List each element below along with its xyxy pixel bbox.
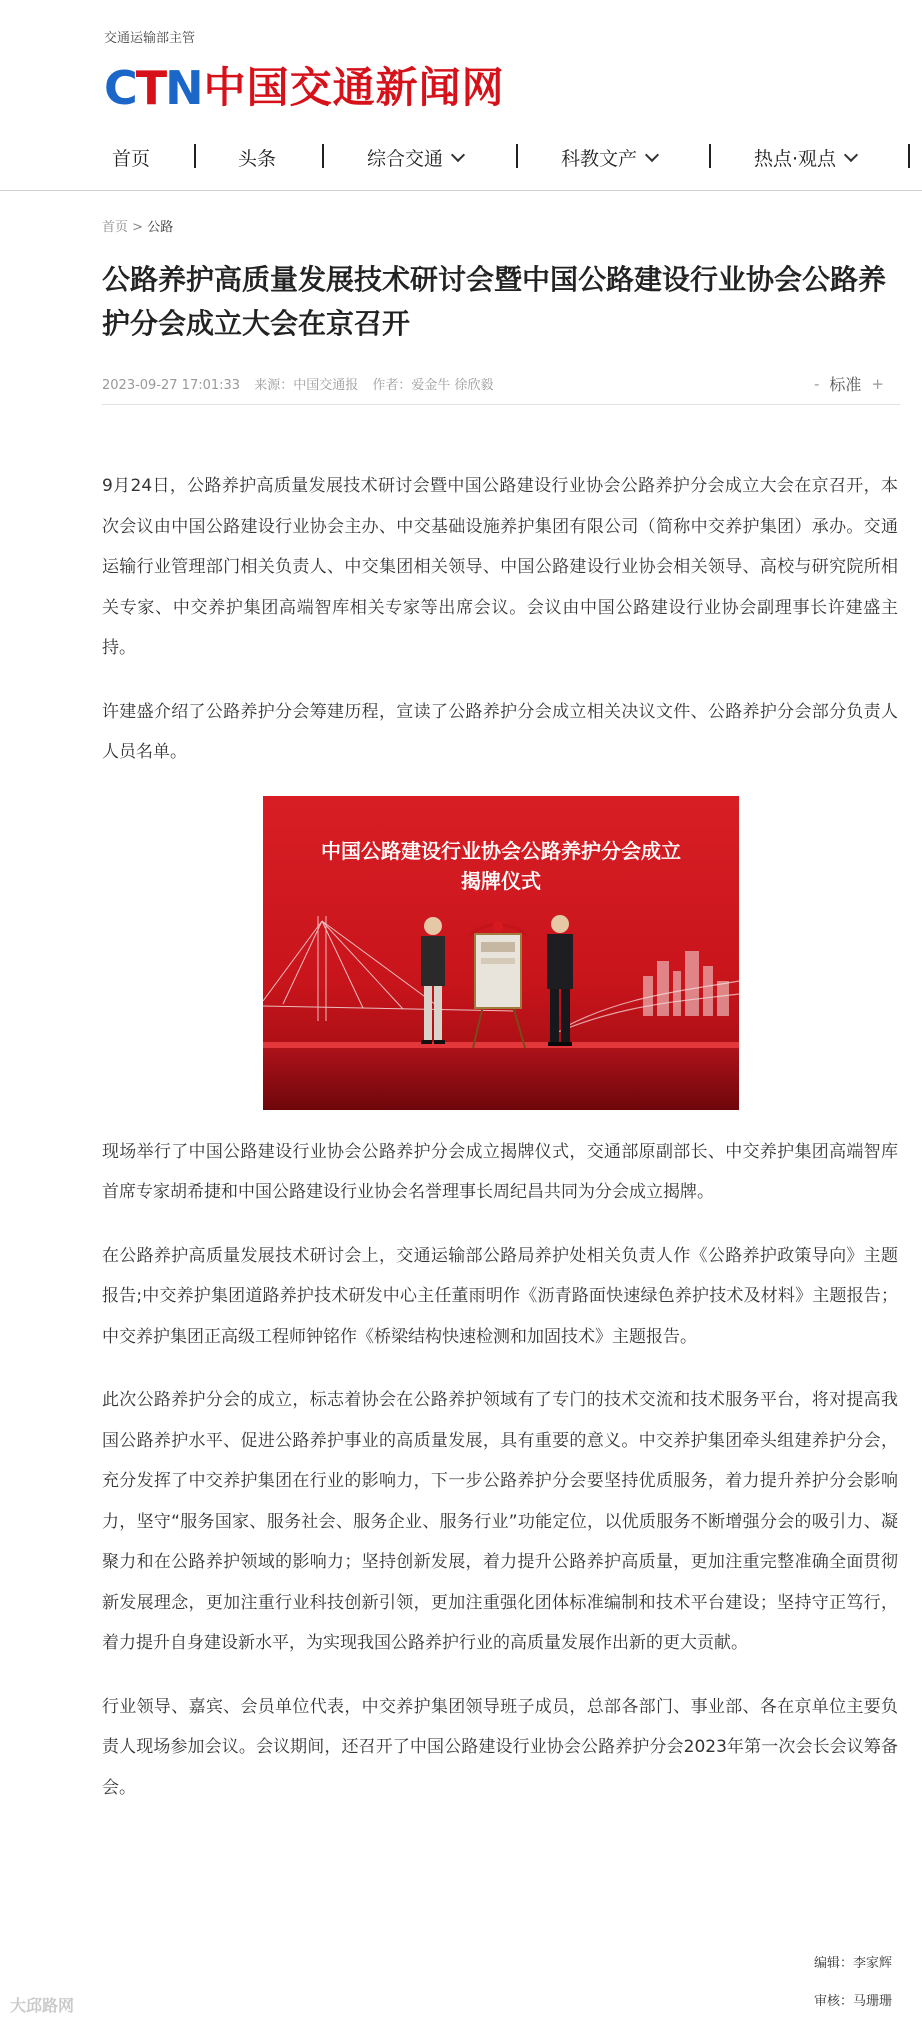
nav-item-science-culture[interactable] <box>561 144 657 171</box>
nav-item-label: 头条 <box>238 148 277 170</box>
nav-item-home[interactable] <box>112 144 150 171</box>
article-meta <box>102 374 504 393</box>
breadcrumb-home[interactable]: 首页 <box>102 220 129 235</box>
breadcrumb-separator: > <box>132 220 144 235</box>
article-author: 作者：爱金牛 徐欣毅 <box>372 378 494 393</box>
watermark: 大邱路网 <box>10 1996 75 2015</box>
font-increase-button[interactable]: + <box>871 374 884 393</box>
breadcrumb <box>102 216 173 235</box>
banner-line-1: 中国公路建设行业协会公路养护分会成立 <box>321 838 681 863</box>
article-source: 来源：中国交通报 <box>254 378 359 393</box>
nav-item-label: 科教文产 <box>561 148 638 170</box>
banner-line-2: 揭牌仪式 <box>461 868 541 893</box>
meta-divider <box>102 404 900 405</box>
article-paragraph: 此次公路养护分会的成立，标志着协会在公路养护领域有了专门的技术交流和技术服务平台，将对提高我国公路养护水平、促进公路养护事业的高质量发展，具有重要的意义。中交养护集团牵头组建养护分会，充分发挥了中交养护集团在行业的影响力，下一步公路养护分会要坚持优质服务，着力提升养护分会影响力，坚守“服务国家、服务社会、服务企业、服务行业”功能定位，以优质服务不断增强分会的吸引力、凝聚力和在公路养护领域的影响力；坚持创新发展，着力提升公路养护高质量，更加注重完整准确全面贯彻新发展理念，更加注重行业科技创新引领，更加注重强化团体标准编制和技术平台建设；坚持守正笃行，着力提升自身建设新水平，为实现我国公路养护行业的高质量发展作出新的更大贡献。 <box>102 1390 898 1653</box>
nav-separator <box>322 144 324 168</box>
site-logo[interactable] <box>104 62 505 114</box>
nav-item-transport[interactable] <box>367 144 463 171</box>
article-paragraph: 行业领导、嘉宾、会员单位代表，中交养护集团领导班子成员，总部各部门、事业部、各在京单位主要负责人现场参加会议。会议期间，还召开了中国公路建设行业协会公路养护分会2023年第一次会长会议筹备会。 <box>102 1696 898 1798</box>
nav-item-hot-opinion[interactable] <box>754 144 856 171</box>
reviewer-credit: 审核：马珊珊 <box>813 1994 892 2009</box>
main-nav <box>0 130 922 182</box>
article-body <box>102 466 898 1831</box>
nav-separator <box>709 144 711 168</box>
nav-item-label: 综合交通 <box>367 148 444 170</box>
nav-separator <box>194 144 196 168</box>
article-paragraph: 在公路养护高质量发展技术研讨会上，交通运输部公路局养护处相关负责人作《公路养护政策导向》主题报告;中交养护集团道路养护技术研发中心主任董雨明作《沥青路面快速绿色养护技术及材料》主题报告；中交养护集团正高级工程师钟铭作《桥梁结构快速检测和加固技术》主题报告。 <box>102 1245 898 1347</box>
breadcrumb-current[interactable]: 公路 <box>147 220 174 235</box>
font-size-label: 标准 <box>829 375 862 394</box>
article-paragraph: 现场举行了中国公路建设行业协会公路养护分会成立揭牌仪式，交通部原副部长、中交养护集团高端智库首席专家胡希捷和中国公路建设行业协会名誉理事长周纪昌共同为分会成立揭牌。 <box>102 1141 898 1202</box>
nav-divider <box>0 190 922 191</box>
article-paragraph: 9月24日，公路养护高质量发展技术研讨会暨中国公路建设行业协会公路养护分会成立大会在京召开，本次会议由中国公路建设行业协会主办、中交基础设施养护集团有限公司（简称中交养护集团）承办。交通运输行业管理部门相关负责人、中交集团相关领导、中国公路建设行业协会相关领导、高校与研究院所相关专家、中交养护集团高端智库相关专家等出席会议。会议由中国公路建设行业协会副理事长许建盛主持。 <box>102 476 898 658</box>
font-size-control <box>814 372 884 395</box>
logo-text: 中国交通新闻网 <box>203 63 505 112</box>
article-photo <box>263 796 739 1110</box>
font-decrease-button[interactable]: - <box>813 374 820 393</box>
article-title: 公路养护高质量发展技术研讨会暨中国公路建设行业协会公路养护分会成立大会在京召开 <box>102 263 887 340</box>
chevron-down-icon <box>451 148 465 162</box>
chevron-down-icon <box>645 148 659 162</box>
nav-item-label: 首页 <box>112 148 151 170</box>
logo-letters: CTN <box>104 61 202 115</box>
publish-date: 2023-09-27 17:01:33 <box>102 378 241 393</box>
supervisor-label: 交通运输部主管 <box>104 31 196 46</box>
nav-separator <box>516 144 518 168</box>
nav-separator <box>908 144 910 168</box>
ceremony-photo-illustration <box>263 796 739 1110</box>
article-paragraph: 许建盛介绍了公路养护分会筹建历程，宣读了公路养护分会成立相关决议文件、公路养护分会部分负责人人员名单。 <box>102 701 898 762</box>
nav-item-label: 热点·观点 <box>754 148 837 170</box>
chevron-down-icon <box>844 148 858 162</box>
editor-credit: 编辑：李家辉 <box>813 1956 892 1971</box>
nav-item-headlines[interactable] <box>238 144 276 171</box>
